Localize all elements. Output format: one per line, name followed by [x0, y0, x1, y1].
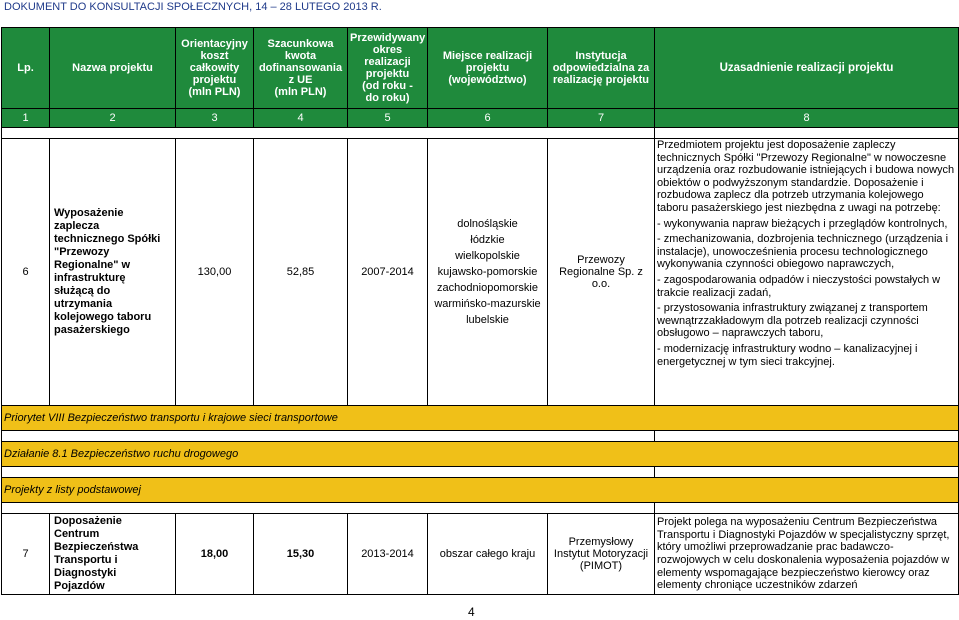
colnum: 1 — [2, 109, 50, 128]
spacer-row — [2, 503, 959, 514]
row-institution: Przemysłowy Instytut Motoryzacji (PIMOT) — [548, 514, 655, 595]
row-institution: Przewozy Regionalne Sp. z o.o. — [548, 139, 655, 406]
column-numbers-row — [2, 109, 959, 128]
row-cost: 130,00 — [176, 139, 254, 406]
row-lp: 7 — [2, 514, 50, 595]
list-band-label: Projekty z listy podstawowej — [2, 478, 959, 503]
spacer-row — [2, 128, 959, 139]
page-number: 4 — [468, 605, 475, 619]
document-header: DOKUMENT DO KONSULTACJI SPOŁECZNYCH, 14 – 28 LUTEGO 2013 R. — [4, 1, 382, 13]
row-justification: Projekt polega na wyposażeniu Centrum Bezpieczeństwa Transportu i Diagnostyki Pojazdów w specjalistyczny sprzęt, który umożliwi przeprowadzanie prac badawczo-rozwojowych w celu doskonalenia wyposażenia pojazdów w elementy wspomagające bezpieczeństwo kierowcy oraz elementy chroniące uczestników zdarzeń — [655, 514, 959, 595]
row-cofinance: 15,30 — [254, 514, 348, 595]
header-lp: Lp. — [2, 28, 50, 109]
header-period: Przewidywany okres realizacji projektu (od roku - do roku) — [348, 28, 428, 109]
priority-band-label: Priorytet VIII Bezpieczeństwo transportu i krajowe sieci transportowe — [2, 406, 959, 431]
table-row — [2, 514, 959, 595]
priority-band — [2, 406, 959, 431]
colnum: 7 — [548, 109, 655, 128]
row-project-name: Wyposażenie zaplecza technicznego Spółki "Przewozy Regionalne" w infrastrukturę służącą do utrzymania kolejowego taboru pasażerskiego — [50, 139, 176, 406]
colnum: 8 — [655, 109, 959, 128]
row-period: 2007-2014 — [348, 139, 428, 406]
row-lp: 6 — [2, 139, 50, 406]
row-cost: 18,00 — [176, 514, 254, 595]
colnum: 2 — [50, 109, 176, 128]
row-place: obszar całego kraju — [428, 514, 548, 595]
header-cofinance: Szacunkowa kwota dofinansowania z UE (mln PLN) — [254, 28, 348, 109]
colnum: 4 — [254, 109, 348, 128]
colnum: 3 — [176, 109, 254, 128]
header-institution: Instytucja odpowiedzialna za realizację projektu — [548, 28, 655, 109]
header-justification: Uzasadnienie realizacji projektu — [655, 28, 959, 109]
row-regions: dolnośląskie łódzkie wielkopolskie kujawsko-pomorskie zachodniopomorskie warmińsko-mazurskie lubelskie — [428, 139, 548, 406]
colnum: 5 — [348, 109, 428, 128]
colnum: 6 — [428, 109, 548, 128]
row-justification: Przedmiotem projektu jest doposażenie zapleczy technicznych Spółki "Przewozy Regionalne" w nowoczesne urządzenia oraz rozbudowanie istniejących i budowa nowych obiektów o podwyższonym standardzie. Doposażenie i rozbudowa zaplecz dla potrzeb utrzymania kolejowego taboru pasażerskiego jest niezbędna z uwagi na potrzebę: - wykonywania napraw bieżących i przeglądów kontrolnych, - zmechanizowania, dozbrojenia technicznego (urządzenia i instalacje), unowocześnienia procesu technologicznego wykonywania czynności obiegowo naprawczych, - zagospodarowania odpadów i nieczystości powstałych w trakcie realizacji zadań, - przystosowania infrastruktury związanej z transportem wewnątrzzakładowym dla potrzeb realizacji czynności obsługowo – naprawczych taboru, - modernizację infrastruktury wodno – kanalizacyjnej i energetycznej w tym sieci trakcyjnej. — [655, 139, 959, 406]
row-project-name: Doposażenie Centrum Bezpieczeństwa Transportu i Diagnostyki Pojazdów — [50, 514, 176, 595]
spacer-row — [2, 431, 959, 442]
header-name: Nazwa projektu — [50, 28, 176, 109]
projects-table — [1, 27, 959, 595]
header-row — [2, 28, 959, 109]
action-band — [2, 442, 959, 467]
header-cost: Orientacyjny koszt całkowity projektu (mln PLN) — [176, 28, 254, 109]
table-row — [2, 139, 959, 406]
list-band — [2, 478, 959, 503]
row-period: 2013-2014 — [348, 514, 428, 595]
action-band-label: Działanie 8.1 Bezpieczeństwo ruchu drogowego — [2, 442, 959, 467]
row-cofinance: 52,85 — [254, 139, 348, 406]
header-place: Miejsce realizacji projektu (województwo) — [428, 28, 548, 109]
spacer-row — [2, 467, 959, 478]
